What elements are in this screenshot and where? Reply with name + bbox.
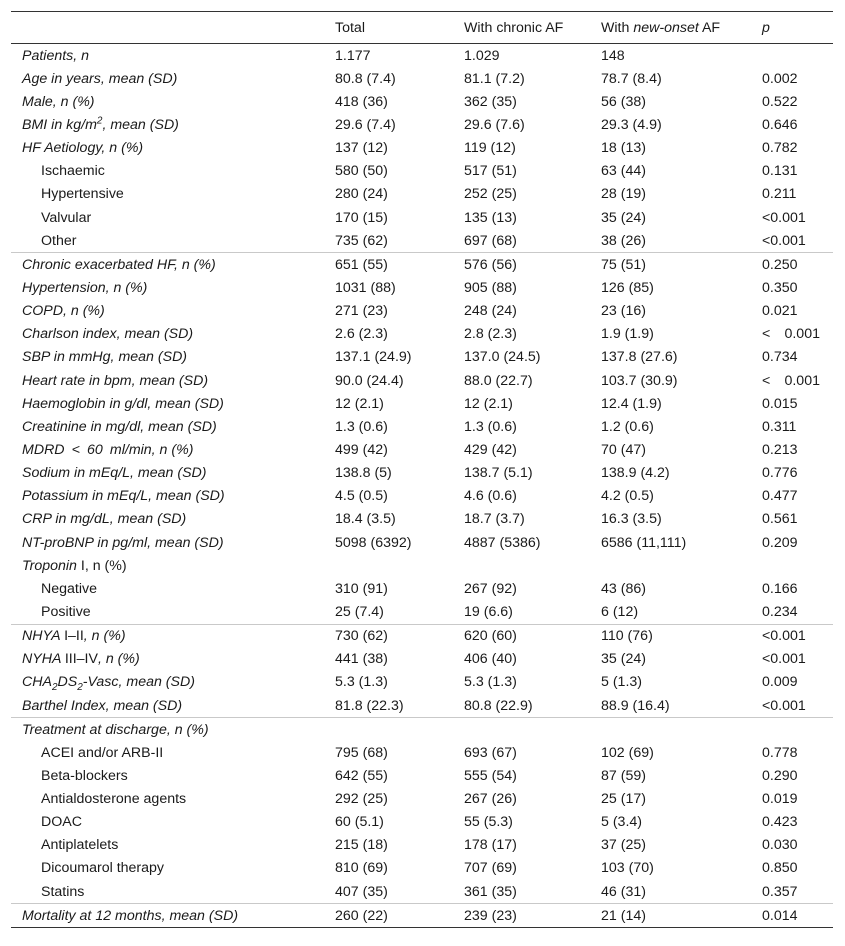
table-row — [11, 137, 833, 160]
cell-new-onset: 5 (1.3) — [601, 674, 643, 691]
table-row — [11, 485, 833, 508]
row-label: Valvular — [41, 209, 92, 226]
row-label: BMI in $kg/m^2$, mean (SD) — [22, 115, 179, 133]
table-row — [11, 67, 833, 90]
cell-p-value: 0.014 — [751, 904, 833, 928]
cell-total: 18.4 (3.5) — [335, 511, 396, 528]
cell-total: 280 (24) — [335, 186, 388, 203]
row-label: Statins — [41, 883, 85, 900]
cell-new-onset: 43 (86) — [601, 580, 646, 597]
cell-p-value — [751, 44, 833, 68]
cell-total: 215 (18) — [335, 837, 388, 854]
cell-chronic: 1.3 (0.6) — [464, 418, 517, 435]
row-label: MDRD < 60 ml/min, n (%) — [22, 441, 194, 458]
cell-total: 81.8 (22.3) — [335, 697, 404, 714]
cell-chronic: 135 (13) — [464, 209, 517, 226]
cell-chronic: 267 (26) — [464, 791, 517, 808]
cell-chronic: 429 (42) — [464, 441, 517, 458]
table-row — [11, 624, 833, 648]
cell-new-onset: 87 (59) — [601, 767, 646, 784]
table-body — [11, 44, 833, 928]
cell-p-value: 0.350 — [762, 279, 798, 296]
row-label: Positive — [41, 603, 91, 620]
cell-p-value: 0.209 — [762, 534, 798, 551]
row-label: Ischaemic — [41, 163, 105, 180]
cell-chronic: 620 (60) — [453, 624, 590, 648]
cell-new-onset: 46 (31) — [601, 883, 646, 900]
cell-total: 1.177 — [335, 47, 371, 64]
row-label: Other — [41, 232, 77, 249]
cell-total: 795 (68) — [335, 744, 388, 761]
cell-chronic: 267 (92) — [464, 580, 517, 597]
table-row — [11, 183, 833, 206]
cell-p-value: < 0.001 — [762, 372, 820, 389]
cell-new-onset: 29.3 (4.9) — [601, 116, 662, 133]
cell-chronic: 137.0 (24.5) — [464, 349, 541, 366]
cell-p-value: 0.234 — [762, 603, 798, 620]
cell-new-onset: 6586 (11,111) — [601, 534, 687, 551]
row-label: Mortality at 12 months, mean (SD) — [11, 904, 324, 928]
cell-new-onset: 12.4 (1.9) — [601, 395, 662, 412]
cell-chronic: 1.029 — [464, 47, 500, 64]
row-label: HF Aetiology, n (%) — [22, 140, 144, 157]
table-row — [11, 300, 833, 323]
cell-total: 80.8 (7.4) — [335, 70, 396, 87]
row-label: Patients, n — [22, 47, 90, 64]
table-row — [11, 229, 833, 253]
cell-total: 735 (62) — [335, 232, 388, 249]
cell-new-onset: 78.7 (8.4) — [601, 70, 662, 87]
row-label: ACEI and/or ARB-II — [41, 744, 164, 761]
table-row — [11, 276, 833, 299]
table-row — [11, 694, 833, 718]
table-row — [11, 508, 833, 531]
cell-p-value: 0.782 — [762, 140, 798, 157]
table-row — [11, 834, 833, 857]
cell-chronic: 2.8 (2.3) — [464, 326, 517, 343]
cell-chronic — [453, 718, 590, 742]
cell-new-onset: 137.8 (27.6) — [601, 349, 678, 366]
table-row — [11, 206, 833, 229]
cell-chronic: 517 (51) — [464, 163, 517, 180]
cell-total: 642 (55) — [335, 767, 388, 784]
cell-total: 25 (7.4) — [335, 603, 384, 620]
cell-chronic: 81.1 (7.2) — [464, 70, 525, 87]
cell-p-value: 0.477 — [762, 488, 798, 505]
cell-p-value: 0.015 — [762, 395, 798, 412]
cell-p-value: 0.734 — [762, 349, 798, 366]
cell-total: 60 (5.1) — [335, 814, 384, 831]
table-row — [11, 764, 833, 787]
row-label: NT-proBNP in pg/ml, mean (SD) — [22, 534, 224, 551]
table-row — [11, 531, 833, 554]
table-row — [11, 880, 833, 904]
cell-new-onset: 1.2 (0.6) — [601, 418, 654, 435]
row-label: Negative — [41, 580, 97, 597]
cell-new-onset: 126 (85) — [601, 279, 654, 296]
cell-p-value: <0.001 — [762, 232, 806, 249]
cell-p-value: 0.030 — [762, 837, 798, 854]
row-label: Troponin I, n (%) — [22, 557, 127, 574]
row-label: Antialdosterone agents — [41, 791, 187, 808]
cell-new-onset: 103.7 (30.9) — [601, 372, 678, 389]
row-label: Male, n (%) — [22, 93, 95, 110]
header-new-onset-af: With new-onset AF — [590, 12, 751, 44]
cell-new-onset: 56 (38) — [601, 93, 646, 110]
cell-chronic: 239 (23) — [453, 904, 590, 928]
cell-chronic — [453, 554, 590, 577]
row-label: Treatment at discharge, n (%) — [11, 718, 324, 742]
cell-new-onset: 25 (17) — [601, 791, 646, 808]
row-label: Age in years, mean (SD) — [22, 70, 178, 87]
cell-total: 418 (36) — [335, 93, 388, 110]
table-row — [11, 346, 833, 369]
cell-p-value: 0.213 — [762, 441, 798, 458]
cell-new-onset — [590, 554, 751, 577]
cell-p-value: < 0.001 — [762, 326, 820, 343]
table-row — [11, 788, 833, 811]
table-row — [11, 392, 833, 415]
cell-total: 810 (69) — [335, 860, 388, 877]
cell-total: 441 (38) — [335, 651, 388, 668]
cell-chronic: 905 (88) — [464, 279, 517, 296]
cell-new-onset: 6 (12) — [601, 603, 639, 620]
cell-total: 12 (2.1) — [335, 395, 384, 412]
cell-total: 271 (23) — [335, 303, 388, 320]
cell-p-value: <0.001 — [762, 209, 806, 226]
table-row — [11, 648, 833, 671]
cell-new-onset: 28 (19) — [601, 186, 646, 203]
cell-p-value: 0.850 — [762, 860, 798, 877]
cell-p-value: 0.019 — [762, 791, 798, 808]
cell-new-onset: 138.9 (4.2) — [601, 465, 670, 482]
cell-total: 5.3 (1.3) — [335, 674, 388, 691]
cell-new-onset: 88.9 (16.4) — [601, 697, 670, 714]
row-label: Creatinine in mg/dl, mean (SD) — [22, 418, 217, 435]
table-row — [11, 90, 833, 113]
cell-total: 5098 (6392) — [335, 534, 412, 551]
row-label: Antiplatelets — [41, 837, 119, 854]
cell-new-onset: 38 (26) — [601, 232, 646, 249]
header-row — [11, 12, 833, 44]
cell-p-value: 0.357 — [762, 883, 798, 900]
table-row — [11, 857, 833, 880]
row-label: Beta-blockers — [41, 767, 128, 784]
cell-chronic: 55 (5.3) — [464, 814, 513, 831]
cell-new-onset: 21 (14) — [590, 904, 751, 928]
header-p-value: p — [751, 12, 833, 44]
cell-chronic: 12 (2.1) — [464, 395, 513, 412]
cell-chronic: 88.0 (22.7) — [464, 372, 533, 389]
row-label: Potassium in mEq/L, mean (SD) — [22, 488, 225, 505]
cell-total: 730 (62) — [324, 624, 453, 648]
cell-chronic: 693 (67) — [464, 744, 517, 761]
cell-total: 407 (35) — [335, 883, 388, 900]
table-row — [11, 369, 833, 392]
row-label: Sodium in mEq/L, mean (SD) — [22, 465, 207, 482]
cell-p-value: 0.522 — [762, 93, 798, 110]
cell-new-onset: 23 (16) — [601, 303, 646, 320]
cell-total: 499 (42) — [335, 441, 388, 458]
cell-total: 170 (15) — [335, 209, 388, 226]
header-label — [11, 12, 324, 44]
cell-p-value: 0.002 — [762, 70, 798, 87]
cell-total: 137.1 (24.9) — [335, 349, 412, 366]
cell-chronic: 555 (54) — [464, 767, 517, 784]
cell-p-value: 0.131 — [762, 163, 798, 180]
cell-new-onset: 75 (51) — [590, 253, 751, 277]
cell-new-onset: 35 (24) — [601, 209, 646, 226]
cell-new-onset: 4.2 (0.5) — [601, 488, 654, 505]
cell-chronic: 178 (17) — [464, 837, 517, 854]
cell-p-value: 0.311 — [762, 418, 797, 435]
row-label: Chronic exacerbated HF, n (%) — [11, 253, 324, 277]
cell-p-value: 0.009 — [762, 674, 798, 691]
cell-chronic: 29.6 (7.6) — [464, 116, 525, 133]
table-row — [11, 323, 833, 346]
row-label: $CHA_2DS_2$-Vasc, mean (SD) — [22, 674, 195, 694]
cell-chronic: 361 (35) — [464, 883, 517, 900]
cell-chronic: 5.3 (1.3) — [464, 674, 517, 691]
cell-total: 138.8 (5) — [335, 465, 392, 482]
cell-p-value: 0.561 — [762, 511, 798, 528]
cell-new-onset: 70 (47) — [601, 441, 646, 458]
cell-p-value: <0.001 — [762, 697, 806, 714]
cell-chronic: 4887 (5386) — [464, 534, 541, 551]
baseline-characteristics-table — [11, 11, 833, 928]
row-label: CRP in mg/dL, mean (SD) — [22, 511, 187, 528]
cell-chronic: 248 (24) — [464, 303, 517, 320]
cell-new-onset: 1.9 (1.9) — [601, 326, 654, 343]
cell-chronic: 138.7 (5.1) — [464, 465, 533, 482]
row-label: DOAC — [41, 814, 82, 831]
row-label: NYHA III–IV, n (%) — [22, 651, 140, 668]
cell-new-onset: 37 (25) — [601, 837, 646, 854]
cell-p-value: <0.001 — [762, 651, 806, 668]
table-row — [11, 904, 833, 928]
cell-p-value: 0.646 — [762, 116, 798, 133]
table-row — [11, 741, 833, 764]
cell-chronic: 80.8 (22.9) — [464, 697, 533, 714]
table-row — [11, 438, 833, 461]
table-row — [11, 600, 833, 624]
cell-total: 310 (91) — [335, 580, 388, 597]
cell-p-value: 0.776 — [762, 465, 798, 482]
cell-new-onset — [590, 718, 751, 742]
table-row — [11, 415, 833, 438]
cell-total: 292 (25) — [335, 791, 388, 808]
cell-total: 651 (55) — [324, 253, 453, 277]
table-row — [11, 718, 833, 742]
row-label: Charlson index, mean (SD) — [22, 326, 194, 343]
cell-chronic: 707 (69) — [464, 860, 517, 877]
table-row — [11, 671, 833, 694]
cell-p-value: 0.778 — [762, 744, 798, 761]
row-label: SBP in mmHg, mean (SD) — [22, 349, 188, 366]
cell-new-onset: 35 (24) — [601, 651, 646, 668]
cell-chronic: 252 (25) — [464, 186, 517, 203]
cell-chronic: 19 (6.6) — [464, 603, 513, 620]
row-label: Dicoumarol therapy — [41, 860, 165, 877]
cell-total: 580 (50) — [335, 163, 388, 180]
table-row — [11, 253, 833, 277]
cell-total: 2.6 (2.3) — [335, 326, 388, 343]
cell-chronic: 576 (56) — [453, 253, 590, 277]
cell-p-value: <0.001 — [751, 624, 833, 648]
row-label: Hypertension, n (%) — [22, 279, 148, 296]
cell-p-value — [751, 554, 833, 577]
cell-chronic: 4.6 (0.6) — [464, 488, 517, 505]
cell-total: 4.5 (0.5) — [335, 488, 388, 505]
table-row — [11, 113, 833, 136]
cell-chronic: 119 (12) — [464, 140, 516, 157]
table-row — [11, 554, 833, 577]
cell-total — [324, 718, 453, 742]
cell-chronic: 406 (40) — [464, 651, 517, 668]
cell-p-value: 0.211 — [762, 186, 797, 203]
cell-chronic: 697 (68) — [464, 232, 517, 249]
header-chronic-af: With chronic AF — [453, 12, 590, 44]
cell-new-onset: 110 (76) — [590, 624, 751, 648]
cell-total: 260 (22) — [324, 904, 453, 928]
cell-p-value: 0.021 — [762, 303, 798, 320]
row-label: NHYA I–II, n (%) — [11, 624, 324, 648]
cell-total: 1.3 (0.6) — [335, 418, 388, 435]
cell-chronic: 362 (35) — [464, 93, 517, 110]
cell-total: 90.0 (24.4) — [335, 372, 404, 389]
table-header — [11, 12, 833, 44]
table-row — [11, 577, 833, 600]
header-total: Total — [324, 12, 453, 44]
cell-p-value: 0.250 — [751, 253, 833, 277]
cell-new-onset: 18 (13) — [601, 140, 646, 157]
cell-new-onset: 148 — [601, 47, 625, 64]
row-label: Barthel Index, mean (SD) — [22, 697, 183, 714]
cell-p-value: 0.290 — [762, 767, 798, 784]
cell-chronic: 18.7 (3.7) — [464, 511, 525, 528]
cell-p-value: 0.423 — [762, 814, 798, 831]
cell-total: 1031 (88) — [335, 279, 396, 296]
row-label: Haemoglobin in g/dl, mean (SD) — [22, 395, 224, 412]
cell-new-onset: 103 (70) — [601, 860, 654, 877]
table-row — [11, 811, 833, 834]
cell-p-value: 0.166 — [762, 580, 798, 597]
table-row — [11, 160, 833, 183]
cell-total: 29.6 (7.4) — [335, 116, 396, 133]
row-label: COPD, n (%) — [22, 303, 105, 320]
table-row — [11, 462, 833, 485]
row-label: Heart rate in bpm, mean (SD) — [22, 372, 209, 389]
row-label: Hypertensive — [41, 186, 124, 203]
cell-new-onset: 16.3 (3.5) — [601, 511, 662, 528]
cell-total — [324, 554, 453, 577]
table-row — [11, 44, 833, 68]
cell-total: 137 (12) — [335, 140, 388, 157]
cell-p-value — [751, 718, 833, 742]
cell-new-onset: 5 (3.4) — [601, 814, 643, 831]
cell-new-onset: 102 (69) — [601, 744, 654, 761]
cell-new-onset: 63 (44) — [601, 163, 646, 180]
